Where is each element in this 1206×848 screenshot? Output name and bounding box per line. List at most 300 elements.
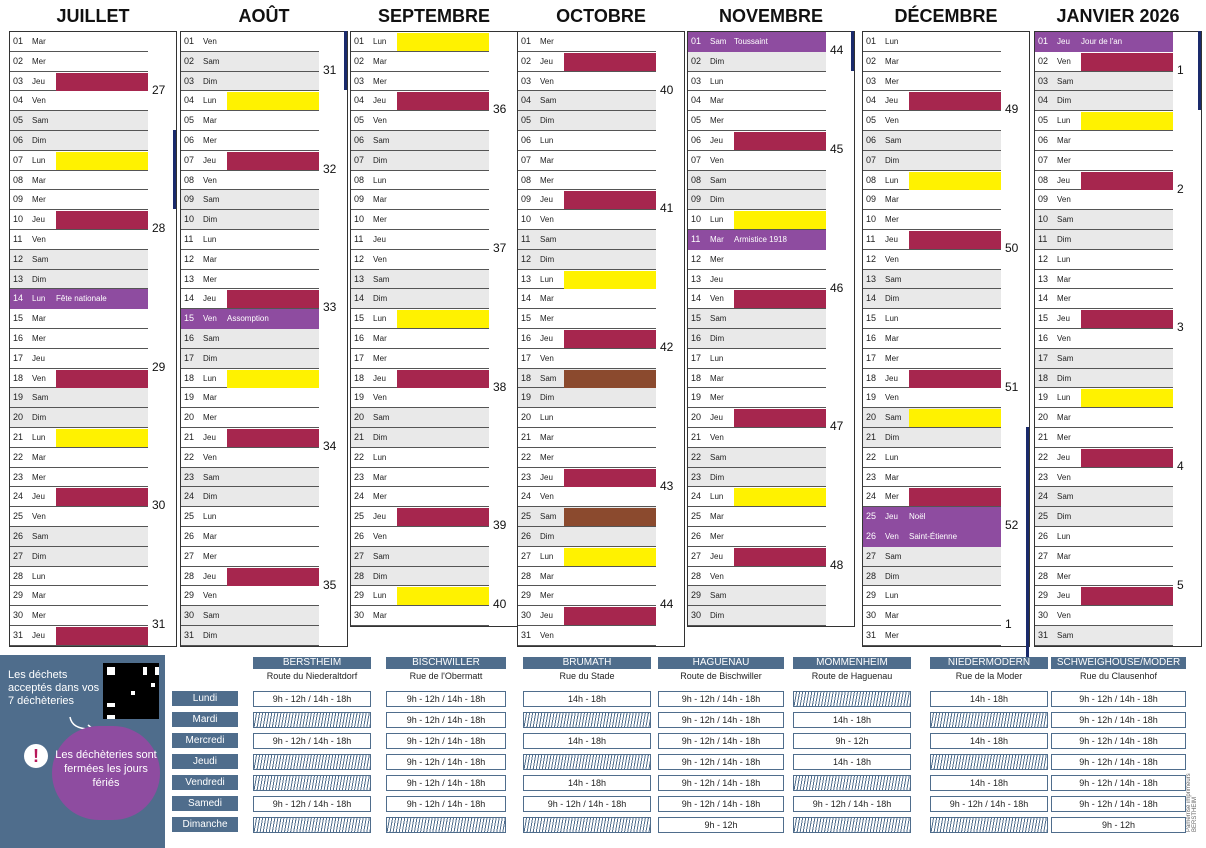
day-row[interactable] xyxy=(688,270,826,290)
day-row[interactable] xyxy=(181,606,319,626)
day-row[interactable] xyxy=(10,171,148,191)
day-row[interactable] xyxy=(181,468,319,488)
day-row[interactable] xyxy=(181,329,319,349)
day-number: 19 xyxy=(521,392,532,403)
day-row[interactable] xyxy=(181,131,319,151)
day-row[interactable] xyxy=(181,547,319,567)
day-row[interactable] xyxy=(863,52,1001,72)
day-row[interactable] xyxy=(351,52,489,72)
day-row[interactable] xyxy=(1035,72,1173,92)
weekday-abbrev: Sam xyxy=(373,136,390,145)
opening-hours-cell: 14h - 18h xyxy=(930,733,1048,749)
day-row[interactable] xyxy=(688,527,826,547)
day-row[interactable] xyxy=(863,586,1001,606)
day-row[interactable] xyxy=(10,32,148,52)
day-row[interactable] xyxy=(1035,369,1173,389)
day-row[interactable] xyxy=(10,230,148,250)
day-row[interactable] xyxy=(863,210,1001,230)
day-row[interactable] xyxy=(863,270,1001,290)
day-row[interactable] xyxy=(688,131,826,151)
day-row[interactable] xyxy=(351,250,489,270)
closed-cell xyxy=(523,754,651,770)
day-row[interactable] xyxy=(1035,527,1173,547)
day-number: 29 xyxy=(866,590,877,601)
day-row[interactable] xyxy=(10,289,148,309)
weekday-abbrev: Dim xyxy=(710,56,725,66)
day-row[interactable] xyxy=(181,250,319,270)
day-row[interactable] xyxy=(518,468,656,488)
day-row[interactable] xyxy=(10,369,148,389)
day-number: 08 xyxy=(691,174,702,185)
day-row[interactable] xyxy=(863,32,1001,52)
day-row[interactable] xyxy=(863,369,1001,389)
day-number: 07 xyxy=(866,154,877,165)
day-number: 11 xyxy=(354,234,364,244)
day-row[interactable] xyxy=(1035,567,1173,587)
day-row[interactable] xyxy=(688,171,826,191)
day-row[interactable] xyxy=(688,151,826,171)
weekday-abbrev: Mar xyxy=(373,195,387,205)
day-row[interactable] xyxy=(688,32,826,52)
day-row[interactable] xyxy=(688,369,826,389)
day-row[interactable] xyxy=(518,210,656,230)
day-row[interactable] xyxy=(863,468,1001,488)
day-row[interactable] xyxy=(10,487,148,507)
day-row[interactable] xyxy=(863,151,1001,171)
weekday-abbrev: Dim xyxy=(885,294,900,304)
day-row[interactable] xyxy=(1035,309,1173,329)
day-row[interactable] xyxy=(688,448,826,468)
day-row[interactable] xyxy=(351,230,489,250)
day-row[interactable] xyxy=(863,72,1001,92)
day-row[interactable] xyxy=(863,171,1001,191)
day-row[interactable] xyxy=(351,190,489,210)
day-row[interactable] xyxy=(518,408,656,428)
day-row[interactable] xyxy=(518,567,656,587)
day-row[interactable] xyxy=(688,586,826,606)
day-row[interactable] xyxy=(518,32,656,52)
day-row[interactable] xyxy=(181,52,319,72)
day-row[interactable] xyxy=(863,547,1001,567)
day-row[interactable] xyxy=(10,52,148,72)
week-number: 5 xyxy=(1177,577,1184,592)
day-row[interactable] xyxy=(518,309,656,329)
day-row[interactable] xyxy=(518,52,656,72)
opening-hours-cell: 14h - 18h xyxy=(930,691,1048,707)
day-row[interactable] xyxy=(351,131,489,151)
day-number: 28 xyxy=(184,570,195,581)
day-number: 19 xyxy=(866,392,877,403)
day-row[interactable] xyxy=(181,507,319,527)
day-row[interactable] xyxy=(181,210,319,230)
day-number: 26 xyxy=(866,531,877,541)
day-row[interactable] xyxy=(351,329,489,349)
closed-cell xyxy=(793,691,911,707)
opening-hours-cell: 14h - 18h xyxy=(523,775,651,791)
day-row[interactable] xyxy=(10,448,148,468)
day-row[interactable] xyxy=(518,111,656,131)
day-row[interactable] xyxy=(1035,468,1173,488)
weekday-abbrev: Ven xyxy=(203,452,217,462)
day-row[interactable] xyxy=(518,428,656,448)
day-row[interactable] xyxy=(351,32,489,52)
red-bin-collection-mark xyxy=(909,488,1001,506)
day-row[interactable] xyxy=(1035,626,1173,646)
day-row[interactable] xyxy=(1035,547,1173,567)
day-number: 11 xyxy=(13,234,23,244)
day-row[interactable] xyxy=(518,606,656,626)
day-number: 20 xyxy=(1038,412,1049,423)
weekday-abbrev: Mer xyxy=(1057,294,1071,304)
qr-code-icon[interactable] xyxy=(103,663,159,719)
day-row[interactable] xyxy=(351,111,489,131)
day-row[interactable] xyxy=(10,606,148,626)
day-row[interactable] xyxy=(518,171,656,191)
day-row[interactable] xyxy=(10,91,148,111)
weekday-abbrev: Sam xyxy=(885,551,902,561)
day-row[interactable] xyxy=(10,250,148,270)
day-row[interactable] xyxy=(688,606,826,626)
day-row[interactable] xyxy=(518,507,656,527)
weekday-abbrev: Jeu xyxy=(885,235,898,244)
day-row[interactable] xyxy=(10,309,148,329)
day-number: 06 xyxy=(691,135,702,145)
day-row[interactable] xyxy=(688,428,826,448)
day-number: 05 xyxy=(354,115,365,126)
weekday-abbrev: Ven xyxy=(373,532,387,541)
day-row[interactable] xyxy=(181,567,319,587)
day-row[interactable] xyxy=(10,388,148,408)
day-row[interactable] xyxy=(10,507,148,527)
day-row[interactable] xyxy=(518,230,656,250)
day-row[interactable] xyxy=(863,289,1001,309)
day-row[interactable] xyxy=(351,567,489,587)
day-row[interactable] xyxy=(1035,250,1173,270)
recycling-center-name: BISCHWILLER xyxy=(386,657,506,669)
day-row[interactable] xyxy=(181,527,319,547)
day-row[interactable] xyxy=(863,190,1001,210)
day-number: 25 xyxy=(521,511,532,522)
day-row[interactable] xyxy=(351,349,489,369)
day-row[interactable] xyxy=(351,309,489,329)
day-row[interactable] xyxy=(688,567,826,587)
day-row[interactable] xyxy=(10,586,148,606)
day-row[interactable] xyxy=(181,230,319,250)
day-row[interactable] xyxy=(181,626,319,646)
day-row[interactable] xyxy=(1035,131,1173,151)
day-row[interactable] xyxy=(351,91,489,111)
day-number: 16 xyxy=(866,333,877,343)
day-number: 12 xyxy=(866,253,877,264)
day-row[interactable] xyxy=(863,349,1001,369)
day-row[interactable] xyxy=(351,72,489,92)
day-row[interactable] xyxy=(351,468,489,488)
day-row[interactable] xyxy=(518,527,656,547)
day-row[interactable] xyxy=(10,408,148,428)
day-row[interactable] xyxy=(688,111,826,131)
recycling-center-name: NIEDERMODERN xyxy=(930,657,1048,669)
day-row[interactable] xyxy=(518,388,656,408)
day-row[interactable] xyxy=(10,111,148,131)
day-row[interactable] xyxy=(518,131,656,151)
day-row[interactable] xyxy=(1035,190,1173,210)
weekday-abbrev: Jeu xyxy=(32,215,45,225)
day-row[interactable] xyxy=(518,448,656,468)
day-row[interactable] xyxy=(863,428,1001,448)
day-row[interactable] xyxy=(351,527,489,547)
day-row[interactable] xyxy=(181,309,319,329)
weekday-abbrev: Sam xyxy=(32,393,49,403)
day-row[interactable] xyxy=(688,250,826,270)
day-row[interactable] xyxy=(863,388,1001,408)
day-row[interactable] xyxy=(688,52,826,72)
day-row[interactable] xyxy=(518,349,656,369)
day-row[interactable] xyxy=(181,388,319,408)
day-number: 04 xyxy=(521,95,532,106)
day-row[interactable] xyxy=(688,309,826,329)
day-row[interactable] xyxy=(863,606,1001,626)
day-number: 28 xyxy=(354,570,365,581)
day-row[interactable] xyxy=(181,349,319,369)
red-bin-collection-mark xyxy=(56,211,148,229)
red-bin-collection-mark xyxy=(56,73,148,91)
weekday-abbrev: Dim xyxy=(32,136,47,145)
day-row[interactable] xyxy=(10,131,148,151)
day-row[interactable] xyxy=(1035,270,1173,290)
day-row[interactable] xyxy=(1035,289,1173,309)
day-row[interactable] xyxy=(1035,32,1173,52)
day-number: 06 xyxy=(13,135,24,145)
day-row[interactable] xyxy=(518,289,656,309)
weekday-abbrev: Mar xyxy=(885,56,899,66)
yellow-bin-collection-mark xyxy=(734,211,826,229)
day-number: 08 xyxy=(13,174,24,185)
day-row[interactable] xyxy=(181,448,319,468)
day-row[interactable] xyxy=(688,487,826,507)
opening-hours-cell: 14h - 18h xyxy=(793,712,911,728)
day-row[interactable] xyxy=(351,586,489,606)
day-row[interactable] xyxy=(518,547,656,567)
day-row[interactable] xyxy=(10,547,148,567)
day-row[interactable] xyxy=(351,428,489,448)
day-row[interactable] xyxy=(10,210,148,230)
day-row[interactable] xyxy=(518,190,656,210)
day-row[interactable] xyxy=(863,408,1001,428)
day-number: 16 xyxy=(1038,333,1049,343)
day-row[interactable] xyxy=(863,91,1001,111)
weekday-abbrev: Sam xyxy=(885,274,902,284)
day-row[interactable] xyxy=(1035,171,1173,191)
day-row[interactable] xyxy=(351,487,489,507)
day-row[interactable] xyxy=(1035,329,1173,349)
week-number: 34 xyxy=(323,439,337,453)
day-row[interactable] xyxy=(351,408,489,428)
day-row[interactable] xyxy=(181,72,319,92)
day-row[interactable] xyxy=(1035,230,1173,250)
day-row[interactable] xyxy=(518,626,656,646)
day-row[interactable] xyxy=(1035,428,1173,448)
day-number: 23 xyxy=(354,471,365,482)
day-row[interactable] xyxy=(688,547,826,567)
day-row[interactable] xyxy=(181,151,319,171)
day-row[interactable] xyxy=(518,270,656,290)
holiday-name: Assomption xyxy=(227,314,269,324)
day-row[interactable] xyxy=(351,270,489,290)
day-row[interactable] xyxy=(863,527,1001,547)
weekday-abbrev: Lun xyxy=(1057,532,1071,541)
day-number: 18 xyxy=(521,372,532,383)
day-row[interactable] xyxy=(10,468,148,488)
day-row[interactable] xyxy=(181,487,319,507)
day-row[interactable] xyxy=(688,468,826,488)
weekday-abbrev: Dim xyxy=(203,76,218,86)
day-row[interactable] xyxy=(351,388,489,408)
day-row[interactable] xyxy=(181,408,319,428)
weekday-abbrev: Dim xyxy=(373,571,388,581)
day-row[interactable] xyxy=(181,428,319,448)
weekday-abbrev: Mar xyxy=(885,611,899,621)
day-row[interactable] xyxy=(181,32,319,52)
day-number: 15 xyxy=(184,313,195,324)
day-number: 26 xyxy=(13,531,24,541)
day-row[interactable] xyxy=(351,369,489,389)
day-row[interactable] xyxy=(688,507,826,527)
day-row[interactable] xyxy=(10,626,148,646)
day-row[interactable] xyxy=(1035,448,1173,468)
day-row[interactable] xyxy=(688,91,826,111)
weekday-abbrev: Mar xyxy=(540,155,554,165)
day-row[interactable] xyxy=(863,111,1001,131)
day-row[interactable] xyxy=(863,230,1001,250)
day-row[interactable] xyxy=(688,190,826,210)
day-row[interactable] xyxy=(518,250,656,270)
day-row[interactable] xyxy=(181,369,319,389)
row-divider xyxy=(863,645,1001,646)
day-number: 13 xyxy=(521,273,532,284)
day-row[interactable] xyxy=(1035,507,1173,527)
day-row[interactable] xyxy=(518,586,656,606)
day-row[interactable] xyxy=(518,369,656,389)
day-row[interactable] xyxy=(863,567,1001,587)
day-row[interactable] xyxy=(351,289,489,309)
day-row[interactable] xyxy=(518,72,656,92)
day-row[interactable] xyxy=(10,527,148,547)
day-row[interactable] xyxy=(863,487,1001,507)
day-row[interactable] xyxy=(10,270,148,290)
day-row[interactable] xyxy=(1035,606,1173,626)
day-row[interactable] xyxy=(1035,52,1173,72)
day-row[interactable] xyxy=(181,190,319,210)
day-row[interactable] xyxy=(863,507,1001,527)
day-row[interactable] xyxy=(518,329,656,349)
weekday-abbrev: Ven xyxy=(885,393,899,403)
recycling-center-street: Route du Niederaltdorf xyxy=(266,671,358,681)
closed-cell xyxy=(930,712,1048,728)
day-row[interactable] xyxy=(351,151,489,171)
day-row[interactable] xyxy=(688,230,826,250)
day-row[interactable] xyxy=(688,408,826,428)
day-row[interactable] xyxy=(1035,408,1173,428)
day-row[interactable] xyxy=(351,507,489,527)
brown-bin-collection-mark xyxy=(564,508,656,526)
day-row[interactable] xyxy=(863,448,1001,468)
month-title: SEPTEMBRE xyxy=(377,6,491,26)
weekday-abbrev: Mer xyxy=(710,393,724,403)
day-row[interactable] xyxy=(10,72,148,92)
day-row[interactable] xyxy=(1035,349,1173,369)
day-row[interactable] xyxy=(518,91,656,111)
day-row[interactable] xyxy=(863,626,1001,646)
day-row[interactable] xyxy=(1035,151,1173,171)
yellow-bin-collection-mark xyxy=(564,271,656,289)
day-row[interactable] xyxy=(863,309,1001,329)
day-row[interactable] xyxy=(181,586,319,606)
day-row[interactable] xyxy=(688,349,826,369)
day-row[interactable] xyxy=(863,250,1001,270)
day-row[interactable] xyxy=(181,111,319,131)
day-row[interactable] xyxy=(10,329,148,349)
week-number: 43 xyxy=(660,478,674,493)
weekday-abbrev: Mer xyxy=(203,551,217,561)
day-row[interactable] xyxy=(688,388,826,408)
day-row[interactable] xyxy=(351,547,489,567)
opening-hours-cell: 9h - 12h / 14h - 18h xyxy=(1051,754,1186,770)
day-row[interactable] xyxy=(518,151,656,171)
day-row[interactable] xyxy=(1035,586,1173,606)
day-number: 08 xyxy=(354,174,365,185)
month-grid xyxy=(9,31,177,647)
day-row[interactable] xyxy=(1035,388,1173,408)
day-number: 04 xyxy=(354,95,365,106)
red-bin-collection-mark xyxy=(734,548,826,566)
weekday-abbrev: Dim xyxy=(1057,512,1072,522)
day-number: 24 xyxy=(1038,491,1049,502)
day-number: 11 xyxy=(184,234,194,244)
day-row[interactable] xyxy=(181,171,319,191)
day-row[interactable] xyxy=(351,606,489,626)
day-row[interactable] xyxy=(518,487,656,507)
weekday-abbrev: Ven xyxy=(203,37,217,46)
month-title: DÉCEMBRE xyxy=(894,6,998,26)
day-row[interactable] xyxy=(10,190,148,210)
day-row[interactable] xyxy=(688,289,826,309)
day-number: 12 xyxy=(354,253,365,264)
day-row[interactable] xyxy=(10,428,148,448)
day-row[interactable] xyxy=(181,270,319,290)
day-row[interactable] xyxy=(351,448,489,468)
day-row[interactable] xyxy=(351,210,489,230)
day-row[interactable] xyxy=(1035,111,1173,131)
day-number: 17 xyxy=(691,352,702,363)
day-row[interactable] xyxy=(688,210,826,230)
day-number: 15 xyxy=(691,313,702,324)
day-row[interactable] xyxy=(688,72,826,92)
day-row[interactable] xyxy=(863,131,1001,151)
day-row[interactable] xyxy=(181,289,319,309)
day-row[interactable] xyxy=(1035,210,1173,230)
day-row[interactable] xyxy=(181,91,319,111)
day-row[interactable] xyxy=(688,329,826,349)
day-row[interactable] xyxy=(863,329,1001,349)
day-row[interactable] xyxy=(10,567,148,587)
day-row[interactable] xyxy=(1035,91,1173,111)
weekday-abbrev: Dim xyxy=(203,631,218,640)
day-row[interactable] xyxy=(351,171,489,191)
day-row[interactable] xyxy=(1035,487,1173,507)
day-row[interactable] xyxy=(10,151,148,171)
opening-hours-cell: 9h - 12h / 14h - 18h xyxy=(386,712,506,728)
day-row[interactable] xyxy=(10,349,148,369)
